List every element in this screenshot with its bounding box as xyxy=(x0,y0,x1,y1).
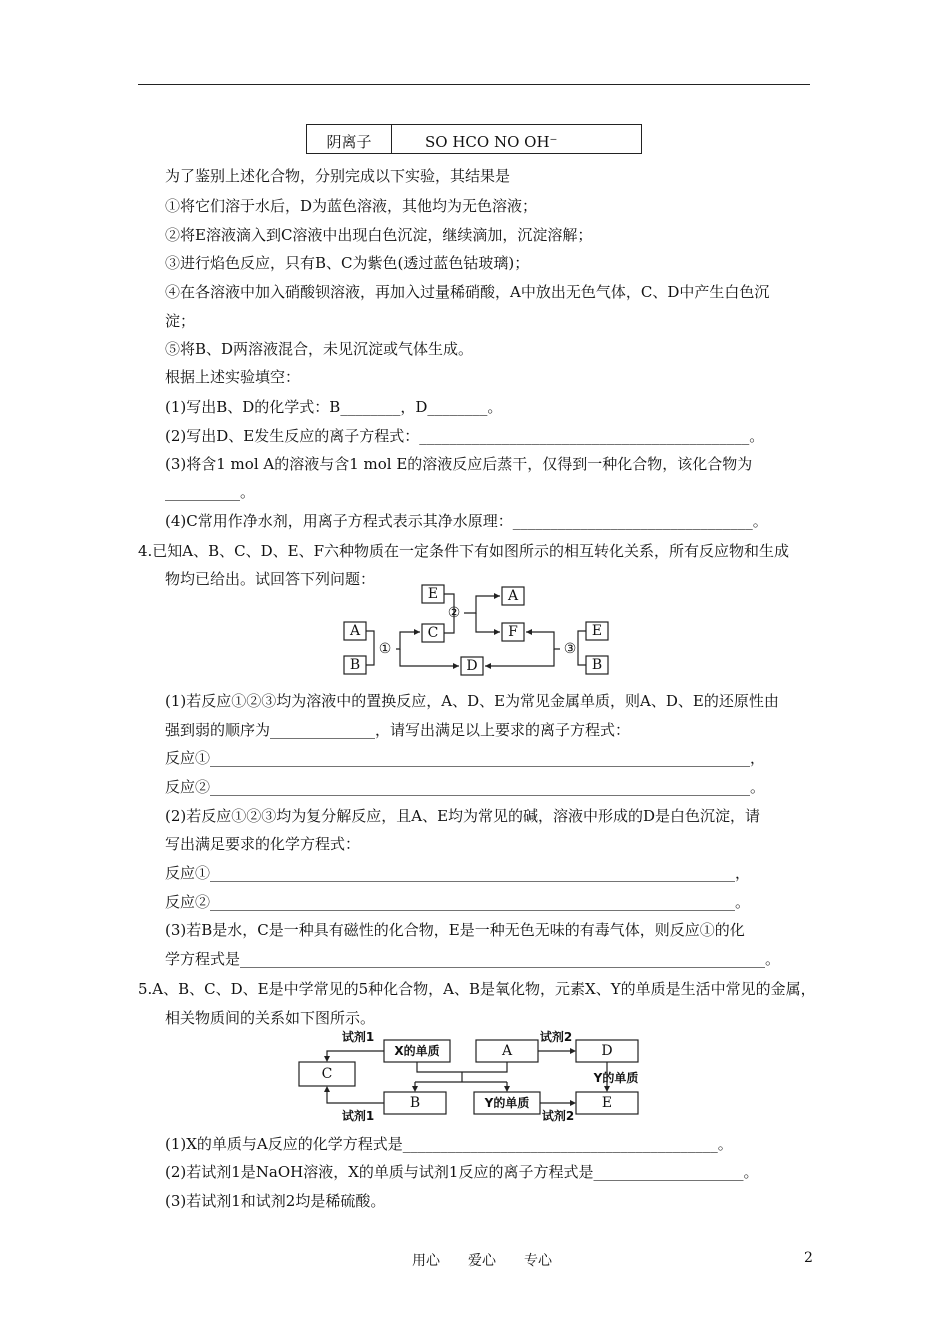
q3-experiment-4: ④在各溶液中加入硝酸钡溶液，再加入过量稀硝酸，A中放出无色气体，C、D中产生白色沉 xyxy=(165,283,770,301)
svg-text:A: A xyxy=(349,623,361,639)
svg-text:E: E xyxy=(591,623,603,639)
q4-mark-2: ② xyxy=(447,605,461,621)
q5-box-d xyxy=(576,1040,638,1062)
q4-part-1: (1)若反应①②③均为溶液中的置换反应，A、D、E为常见金属单质，则A、D、E的还原性由 xyxy=(165,692,779,710)
anion-table-header: 阴离子 xyxy=(307,125,392,153)
q5-part-1: (1)X的单质与A反应的化学方程式是__________________________________________。 xyxy=(165,1135,733,1153)
header-rule xyxy=(138,84,810,85)
svg-text:C: C xyxy=(321,1066,333,1082)
q4-box-e-right xyxy=(586,622,608,640)
q4-box-b-left xyxy=(344,656,366,674)
q5-reagent1-top: 试剂1 xyxy=(341,1030,375,1044)
q5-relation-diagram xyxy=(296,1026,642,1122)
q4-part-1-reaction-2: 反应②________________________________________________________________________。 xyxy=(165,778,766,796)
q5-box-x-element xyxy=(384,1040,450,1062)
q5-box-y-element xyxy=(474,1092,540,1114)
q5-box-b xyxy=(384,1092,446,1114)
q3-part-3: (3)将含1 mol A的溶液与含1 mol E的溶液反应后蒸干，仅得到一种化合物，该化合物为 xyxy=(165,455,753,473)
q4-reaction-diagram xyxy=(330,582,620,682)
q4-stem-cont: 物均已给出。试回答下列问题： xyxy=(165,570,376,588)
q3-part-1: (1)写出B、D的化学式：B________，D________。 xyxy=(165,398,503,416)
q4-part-3: (3)若B是水，C是一种具有磁性的化合物，E是一种无色无味的有毒气体，则反应①的化 xyxy=(165,921,745,939)
svg-text:B: B xyxy=(409,1095,421,1111)
q4-part-2: (2)若反应①②③均为复分解反应，且A、E均为常见的碱，溶液中形成的D是白色沉淀，请 xyxy=(165,807,761,825)
q3-fill-intro: 根据上述实验填空： xyxy=(165,368,301,386)
q4-part-2-reaction-2: 反应②______________________________________________________________________。 xyxy=(165,893,751,911)
q5-box-c xyxy=(299,1062,355,1086)
q5-stem: 5.A、B、C、D、E是中学常见的5种化合物，A、B是氧化物，元素X、Y的单质是生活中常见的金属， xyxy=(138,980,816,998)
svg-text:D: D xyxy=(466,658,478,674)
q5-part-3: (3)若试剂1和试剂2均是稀硫酸。 xyxy=(165,1192,386,1210)
svg-text:F: F xyxy=(508,624,518,640)
q4-box-a-left xyxy=(344,622,366,640)
anion-table xyxy=(306,124,642,154)
q5-reagent2-bottom: 试剂2 xyxy=(541,1109,575,1122)
q3-part-4: (4)C常用作净水剂，用离子方程式表示其净水原理：________________________________。 xyxy=(165,512,768,530)
q5-reagent2-top: 试剂2 xyxy=(539,1030,573,1044)
svg-text:B: B xyxy=(349,657,361,673)
q3-experiment-3: ③进行焰色反应，只有B、C为紫色(透过蓝色钴玻璃)； xyxy=(165,254,530,272)
svg-text:C: C xyxy=(427,625,439,641)
q4-part-3-cont: 学方程式是______________________________________________________________________。 xyxy=(165,950,781,968)
svg-text:A: A xyxy=(507,588,519,604)
anion-list: SO HCO NO OH⁻ xyxy=(425,133,558,151)
q4-mark-3: ③ xyxy=(563,641,577,657)
q4-box-b-right xyxy=(586,656,608,674)
svg-text:X的单质: X的单质 xyxy=(394,1044,440,1058)
footer-motto: 用心 爱心 专心 xyxy=(412,1253,552,1269)
q4-box-c xyxy=(422,624,444,642)
q4-part-2-cont: 写出满足要求的化学方程式： xyxy=(165,835,361,853)
svg-text:D: D xyxy=(601,1043,613,1059)
q5-part-2: (2)若试剂1是NaOH溶液，X的单质与试剂1反应的离子方程式是____________________。 xyxy=(165,1163,759,1181)
q3-intro: 为了鉴别上述化合物，分别完成以下实验，其结果是 xyxy=(165,167,511,185)
q4-part-1-reaction-1: 反应①________________________________________________________________________， xyxy=(165,749,766,767)
q3-part-2: (2)写出D、E发生反应的离子方程式：____________________________________________。 xyxy=(165,427,765,445)
q3-experiment-1: ①将它们溶于水后，D为蓝色溶液，其他均为无色溶液； xyxy=(165,197,538,215)
q3-experiment-4-cont: 淀； xyxy=(165,312,196,330)
svg-text:B: B xyxy=(591,657,603,673)
q4-box-d xyxy=(461,657,483,675)
q4-box-a-top xyxy=(502,587,524,605)
q3-experiment-5: ⑤将B、D两溶液混合，未见沉淀或气体生成。 xyxy=(165,340,474,358)
svg-text:E: E xyxy=(601,1095,613,1111)
svg-text:Y的单质: Y的单质 xyxy=(484,1096,530,1110)
page-number: 2 xyxy=(804,1250,813,1266)
q4-part-1-cont: 强到弱的顺序为______________，请写出满足以上要求的离子方程式： xyxy=(165,721,631,739)
svg-text:A: A xyxy=(501,1043,513,1059)
q3-experiment-2: ②将E溶液滴入到C溶液中出现白色沉淀，继续滴加，沉淀溶解； xyxy=(165,226,593,244)
q3-part-3-blank: __________。 xyxy=(165,483,256,501)
svg-text:E: E xyxy=(427,586,439,602)
q5-box-e xyxy=(576,1092,638,1114)
q5-stem-cont: 相关物质间的关系如下图所示。 xyxy=(165,1009,376,1027)
q4-box-e-top xyxy=(422,585,444,603)
q5-y-label: Y的单质 xyxy=(593,1071,639,1085)
q4-mark-1: ① xyxy=(378,641,392,657)
q4-stem: 4.已知A、B、C、D、E、F六种物质在一定条件下有如图所示的相互转化关系，所有反应物和生成 xyxy=(138,542,790,560)
q5-reagent1-bottom: 试剂1 xyxy=(341,1109,375,1122)
q4-part-2-reaction-1: 反应①______________________________________________________________________， xyxy=(165,864,751,882)
q5-box-a xyxy=(476,1040,538,1062)
q4-box-f xyxy=(502,623,524,641)
